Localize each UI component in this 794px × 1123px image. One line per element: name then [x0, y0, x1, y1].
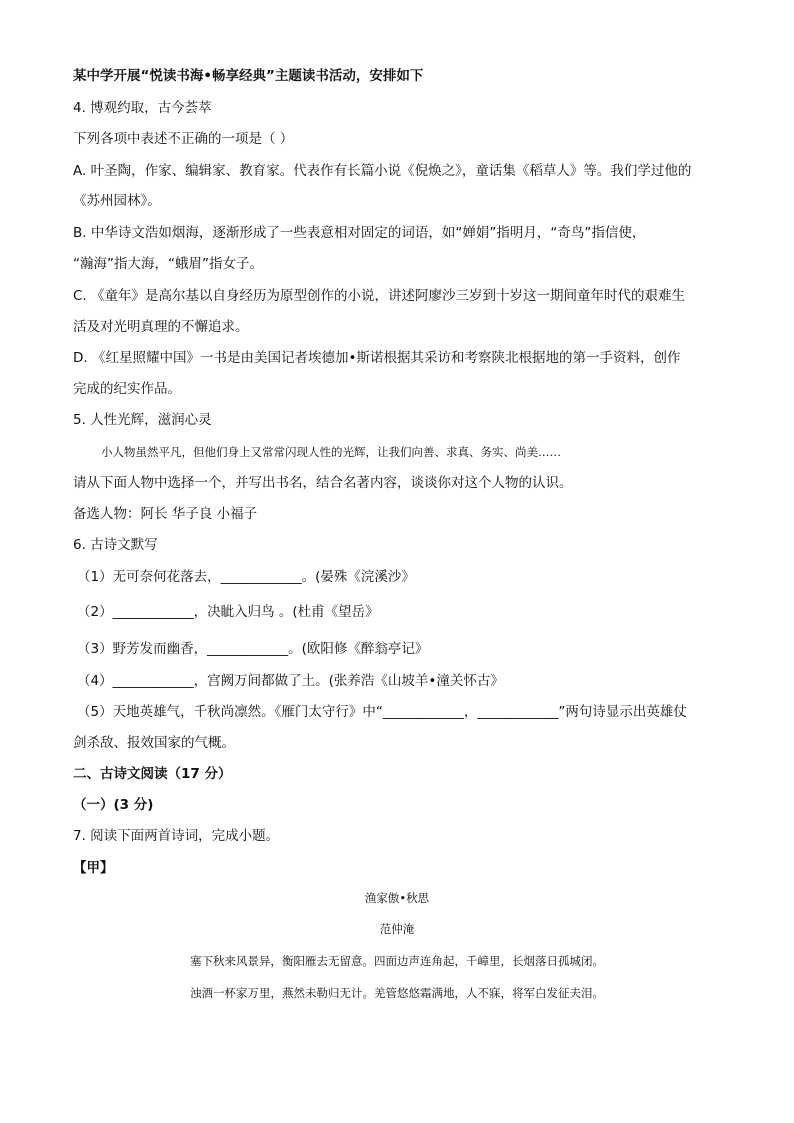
q4-option-b-line1: B. 中华诗文浩如烟海，逐渐形成了一些表意相对固定的词语，如“婵娟”指明月，“奇鸟”指信使，	[73, 225, 646, 241]
poem-line-1: 塞下秋来风景异，衡阳雁去无留意。四面边声连角起，千嶂里，长烟落日孤城闭。	[190, 954, 604, 968]
q6-item-4: （4）____________，宫阙万间都做了土。(张养浩《山坡羊•潼关怀古》	[77, 673, 504, 689]
q6-heading: 6. 古诗文默写	[73, 537, 158, 553]
poem-author: 范仲淹	[379, 922, 415, 936]
q6-item-2: （2）____________，决眦入归鸟 。(杜甫《望岳》	[77, 604, 379, 620]
q4-stem: 下列各项中表述不正确的一项是（ ）	[73, 131, 294, 147]
q4-option-a-line1: A. 叶圣陶，作家、编辑家、教育家。代表作有长篇小说《倪焕之》，童话集《稻草人》等。我们学过他的	[73, 163, 692, 179]
poem-title: 渔家傲•秋思	[364, 891, 430, 905]
q4-option-d-line2: 完成的纪实作品。	[73, 381, 181, 397]
q6-item-5-line2: 剑杀敌、报效国家的气概。	[73, 735, 235, 751]
activity-title: 某中学开展“悦读书海•畅享经典”主题读书活动，安排如下	[73, 68, 424, 84]
section-2-heading: 二、古诗文阅读（17 分）	[73, 766, 232, 782]
q5-quote: 小人物虽然平凡，但他们身上又常常闪现人性的光辉，让我们向善、求真、务实、尚美……	[101, 445, 561, 459]
section-2-sub: （一）(3 分)	[73, 797, 154, 813]
q6-item-1: （1）无可奈何花落去，____________。(晏殊《浣溪沙》	[77, 569, 415, 585]
q6-item-5-line1: （5）天地英雄气，千秋尚凛然。《雁门太守行》中“____________，____________”两句诗显示出英雄仗	[77, 704, 687, 720]
poem-label-jia: 【甲】	[73, 860, 114, 876]
q5-heading: 5. 人性光辉，滋润心灵	[73, 412, 212, 428]
q4-option-d-line1: D. 《红星照耀中国》一书是由美国记者埃德加•斯诺根据其采访和考察陕北根据地的第一手资料，创作	[73, 350, 681, 366]
q4-option-c-line2: 活及对光明真理的不懈追求。	[73, 319, 249, 335]
q4-heading: 4. 博观约取，古今荟萃	[73, 100, 212, 116]
poem-line-2: 浊酒一杯家万里，燕然未勒归无计。羌管悠悠霜满地，人不寐，将军白发征夫泪。	[190, 986, 604, 1000]
q5-options: 备选人物：阿长 华子良 小福子	[73, 506, 258, 522]
q6-item-3: （3）野芳发而幽香，____________。(欧阳修《醉翁亭记》	[77, 641, 429, 657]
q7-prompt: 7. 阅读下面两首诗词，完成小题。	[73, 828, 280, 844]
q5-prompt: 请从下面人物中选择一个，并写出书名，结合名著内容，谈谈你对这个人物的认识。	[73, 475, 573, 491]
q4-option-c-line1: C. 《童年》是高尔基以自身经历为原型创作的小说，讲述阿廖沙三岁到十岁这一期间童年时代的艰难生	[73, 288, 686, 304]
q4-option-a-line2: 《苏州园林》。	[73, 193, 161, 209]
q4-option-b-line2: “瀚海”指大海，“蛾眉”指女子。	[73, 256, 263, 272]
